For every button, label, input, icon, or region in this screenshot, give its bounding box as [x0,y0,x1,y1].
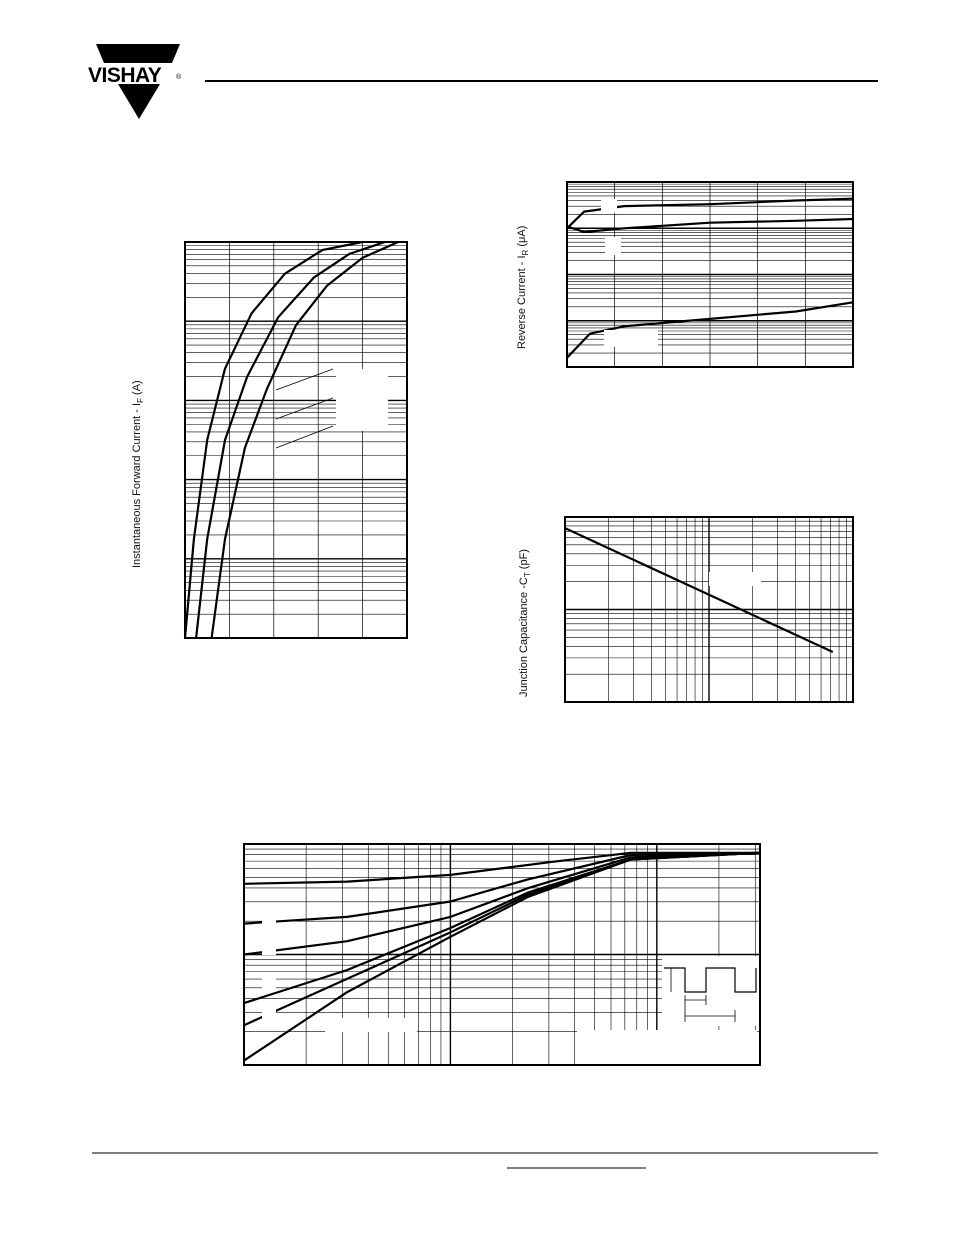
annotation-box [709,572,761,586]
leader-line [276,398,333,419]
reverse-ylabel: Reverse Current - $I_R$ (μA) [516,225,531,349]
curve-label-box [262,917,276,955]
logo-text: VISHAY [88,64,162,87]
logo-triangle-bottom [118,84,160,119]
curve-label-box [604,330,658,347]
curve-label-box [262,978,276,990]
forward-ylabel: Instantaneous Forward Current - $I_F$ (A) [131,380,146,568]
waveform-inset [662,956,759,1026]
leader-line [276,426,333,448]
series-line-2 [196,242,385,638]
curve-label-box [601,199,617,213]
curve-label-box [262,1008,276,1022]
logo-triangle-top [96,44,180,63]
curve-label-box [605,237,621,255]
capacitance-ylabel: Junction Capacitance $-C_T$ (pF) [518,549,533,697]
logo-reg-mark: ® [176,74,182,81]
series-line-3 [212,242,399,638]
series-line-1 [565,528,833,652]
leader-line [276,369,333,390]
legend-box [336,369,388,431]
reverse-current-chart [567,182,853,367]
annotation-box [577,1030,757,1064]
junction-capacitance-chart [565,517,853,702]
annotation-box [325,1018,417,1032]
forward-current-chart [185,242,407,638]
transient-impedance-chart [244,844,760,1065]
vishay-logo [88,44,182,119]
